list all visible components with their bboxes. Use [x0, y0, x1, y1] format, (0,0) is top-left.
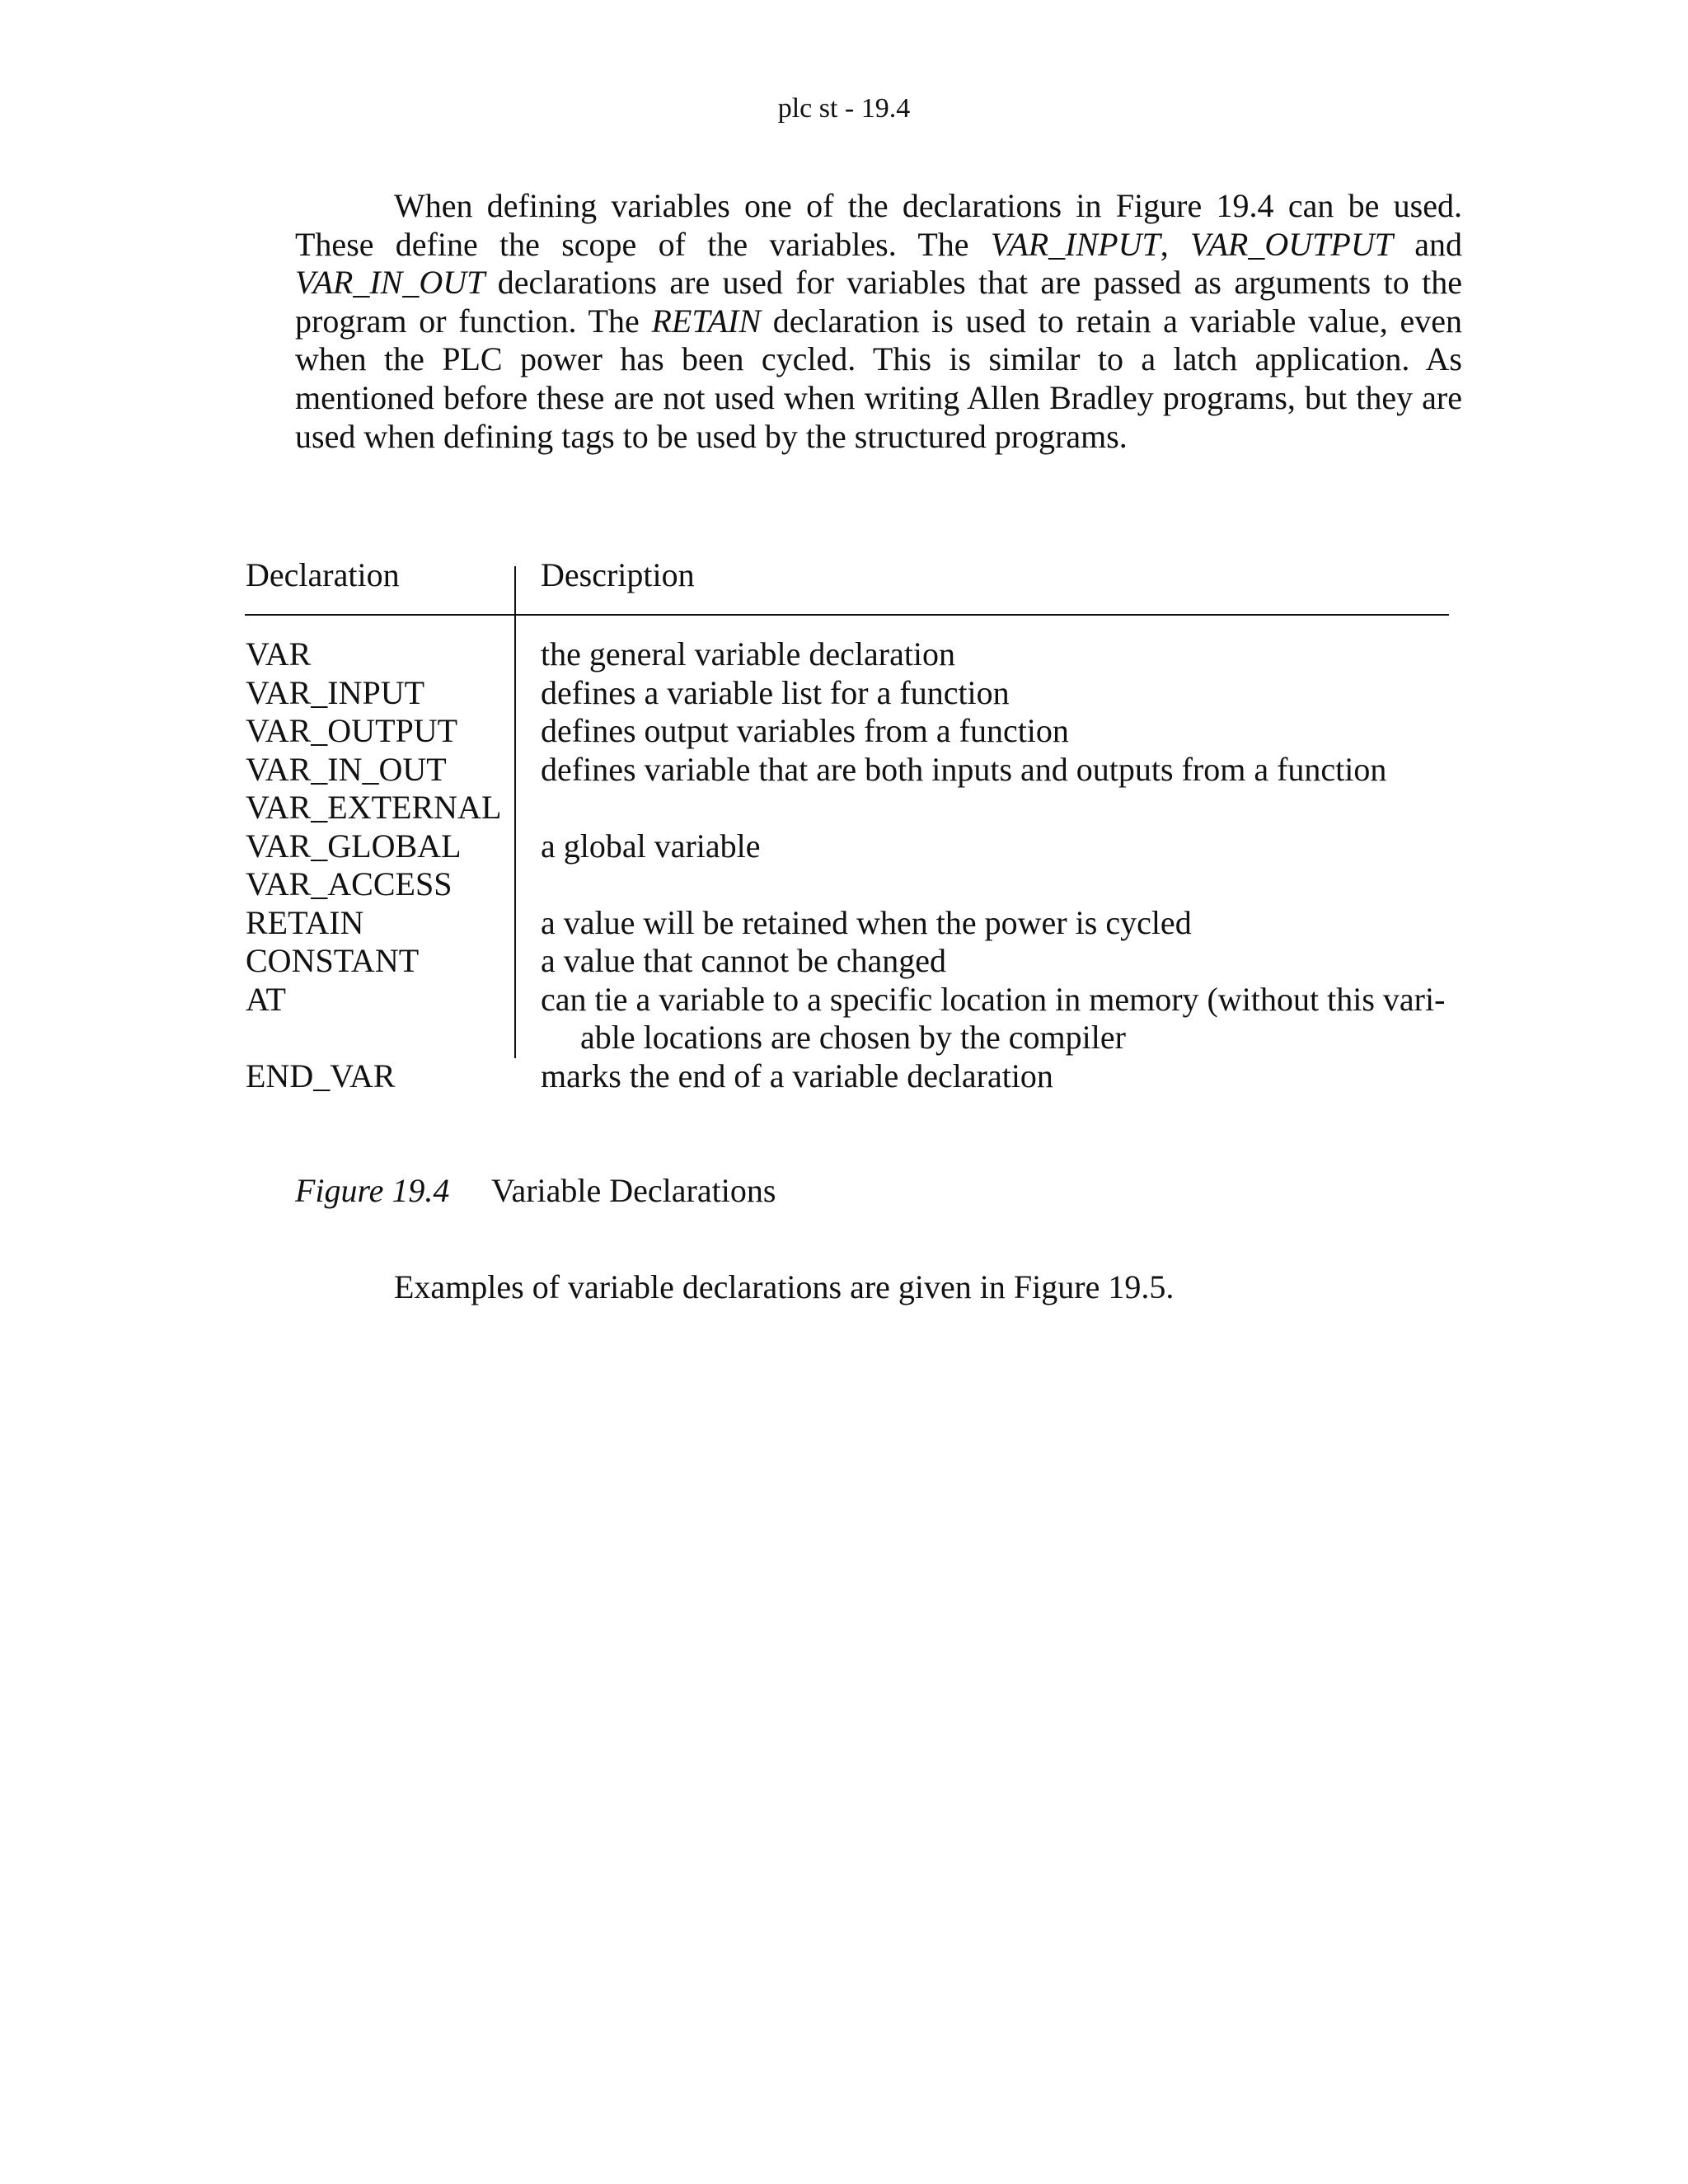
para-text-5: declaration is used to retain a variable value, even when the PLC power has been cycled. This is similar to a latch application. As mentioned before these are not used when writing Allen Bradley programs, but they are used when defining tags to be used by the structured programs.: [295, 302, 1462, 455]
declaration-column: [246, 635, 501, 1095]
table-row-desc: [541, 981, 1456, 1057]
table-row-decl: VAR_INPUT: [246, 673, 425, 711]
table-row-decl: VAR_IN_OUT: [246, 750, 447, 788]
desc-line-1: can tie a variable to a specific location in memory (without this vari-: [541, 980, 1446, 1018]
table-row-desc: a value will be retained when the power is cycled: [541, 903, 1192, 941]
table-row-decl: CONSTANT: [246, 942, 420, 979]
table-row-desc: [541, 789, 1456, 827]
term-var-in-out: VAR_IN_OUT: [295, 264, 485, 302]
column-divider: [514, 566, 516, 1058]
table-row-desc: marks the end of a variable declaration: [541, 1057, 1053, 1094]
table-row-desc: a global variable: [541, 827, 761, 865]
table-row-decl: END_VAR: [246, 1057, 396, 1094]
table-row-desc: the general variable declaration: [541, 635, 956, 673]
header-declaration: Declaration: [246, 556, 400, 593]
header-description: Description: [541, 556, 695, 593]
figure-title: Variable Declarations: [491, 1172, 776, 1209]
term-var-input: VAR_INPUT: [990, 225, 1160, 263]
term-retain: RETAIN: [651, 302, 762, 340]
table-row-desc: defines variable that are both inputs and outputs from a function: [541, 750, 1387, 788]
para-text-3: and: [1392, 225, 1463, 263]
table-row-decl: VAR_EXTERNAL: [246, 789, 502, 826]
para-text-2: ,: [1160, 225, 1191, 263]
figure-number: Figure 19.4: [295, 1172, 450, 1209]
table-row-desc: [541, 865, 1456, 904]
header-rule: [245, 614, 1449, 616]
para-text-1: When defining variables one of the declarations in Figure 19.4 can be used. These define the scope of the variables. The: [295, 187, 1462, 263]
running-head: plc st - 19.4: [777, 93, 911, 124]
table-row-decl: VAR_GLOBAL: [246, 827, 462, 865]
term-var-output: VAR_OUTPUT: [1190, 225, 1393, 263]
desc-line-2: able locations are chosen by the compiler: [580, 1019, 1126, 1056]
figure-caption: [295, 1172, 776, 1210]
intro-paragraph: [295, 187, 1462, 456]
table-row-decl: VAR: [246, 635, 312, 673]
table-row-desc: defines a variable list for a function: [541, 673, 1010, 711]
table-row-decl: RETAIN: [246, 903, 364, 941]
table-row-decl: VAR_ACCESS: [246, 865, 452, 902]
table-row-decl: VAR_OUTPUT: [246, 712, 458, 749]
table-row-desc: defines output variables from a function: [541, 712, 1069, 749]
para-text-4: declarations are used for variables that are passed as arguments to the program or function. The: [295, 264, 1462, 340]
closing-paragraph: Examples of variable declarations are given in Figure 19.5.: [394, 1268, 1175, 1305]
table-row-decl: AT: [246, 980, 286, 1018]
description-column: [541, 635, 1456, 1095]
table-row-desc: a value that cannot be changed: [541, 942, 946, 979]
